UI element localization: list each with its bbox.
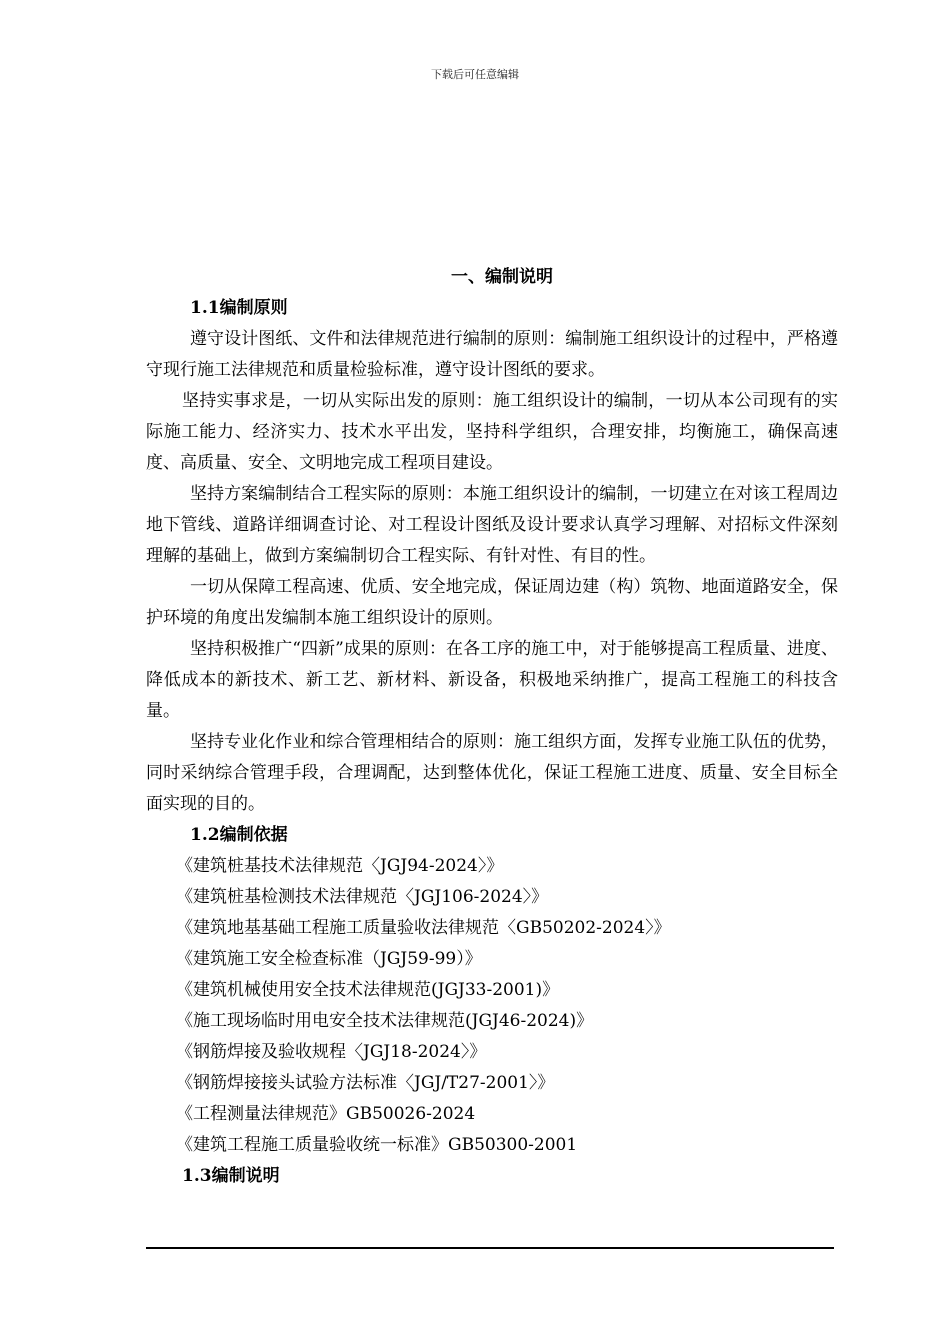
- reference-item: 《建筑机械使用安全技术法律规范(JGJ33-2001)》: [176, 980, 560, 1000]
- footer-rule: [146, 1247, 834, 1249]
- paragraph: 坚持方案编制结合工程实际的原则：本施工组织设计的编制，一切建立在对该工程周边地下管线、道路详细调查讨论、对工程设计图纸及设计要求认真学习理解、对招标文件深刻理解的基础上，做到方案编制切合工程实际、有针对性、有目的性。: [146, 484, 838, 566]
- reference-item: 《建筑施工安全检查标准（JGJ59-99）》: [176, 949, 482, 969]
- reference-item: 《建筑桩基技术法律规范〈JGJ94-2024〉》: [176, 856, 504, 876]
- section-heading-1-1: 1.1编制原则: [190, 298, 288, 318]
- paragraph: 一切从保障工程高速、优质、安全地完成，保证周边建（构）筑物、地面道路安全，保护环境的角度出发编制本施工组织设计的原则。: [146, 577, 838, 628]
- section-heading-1-2: 1.2编制依据: [190, 825, 288, 845]
- page-title: 一、编制说明: [451, 267, 553, 287]
- document-body: [146, 262, 838, 1192]
- reference-item: 《建筑桩基检测技术法律规范〈JGJ106-2024〉》: [176, 887, 549, 907]
- paragraph: 坚持实事求是，一切从实际出发的原则：施工组织设计的编制，一切从本公司现有的实际施工能力、经济实力、技术水平出发，坚持科学组织，合理安排，均衡施工，确保高速度、高质量、安全、文明地完成工程项目建设。: [146, 391, 838, 473]
- section-heading-1-3: 1.3编制说明: [182, 1166, 280, 1186]
- reference-item: 《工程测量法律规范》GB50026-2024: [176, 1104, 476, 1124]
- page-header: 下载后可任意编辑: [431, 68, 519, 81]
- reference-item: 《建筑地基基础工程施工质量验收法律规范〈GB50202-2024〉》: [176, 918, 671, 938]
- paragraph: 坚持专业化作业和综合管理相结合的原则：施工组织方面，发挥专业施工队伍的优势，同时采纳综合管理手段，合理调配，达到整体优化，保证工程施工进度、质量、安全目标全面实现的目的。: [146, 732, 838, 814]
- paragraph: 遵守设计图纸、文件和法律规范进行编制的原则：编制施工组织设计的过程中，严格遵守现行施工法律规范和质量检验标准，遵守设计图纸的要求。: [146, 329, 838, 380]
- paragraph: 坚持积极推广“四新”成果的原则：在各工序的施工中，对于能够提高工程质量、进度、降低成本的新技术、新工艺、新材料、新设备，积极地采纳推广，提高工程施工的科技含量。: [146, 639, 838, 721]
- reference-item: 《施工现场临时用电安全技术法律规范(JGJ46-2024)》: [176, 1011, 594, 1031]
- reference-item: 《钢筋焊接接头试验方法标准〈JGJ/T27-2001〉》: [176, 1073, 555, 1093]
- reference-item: 《钢筋焊接及验收规程〈JGJ18-2024〉》: [176, 1042, 487, 1062]
- reference-item: 《建筑工程施工质量验收统一标准》GB50300-2001: [176, 1135, 578, 1155]
